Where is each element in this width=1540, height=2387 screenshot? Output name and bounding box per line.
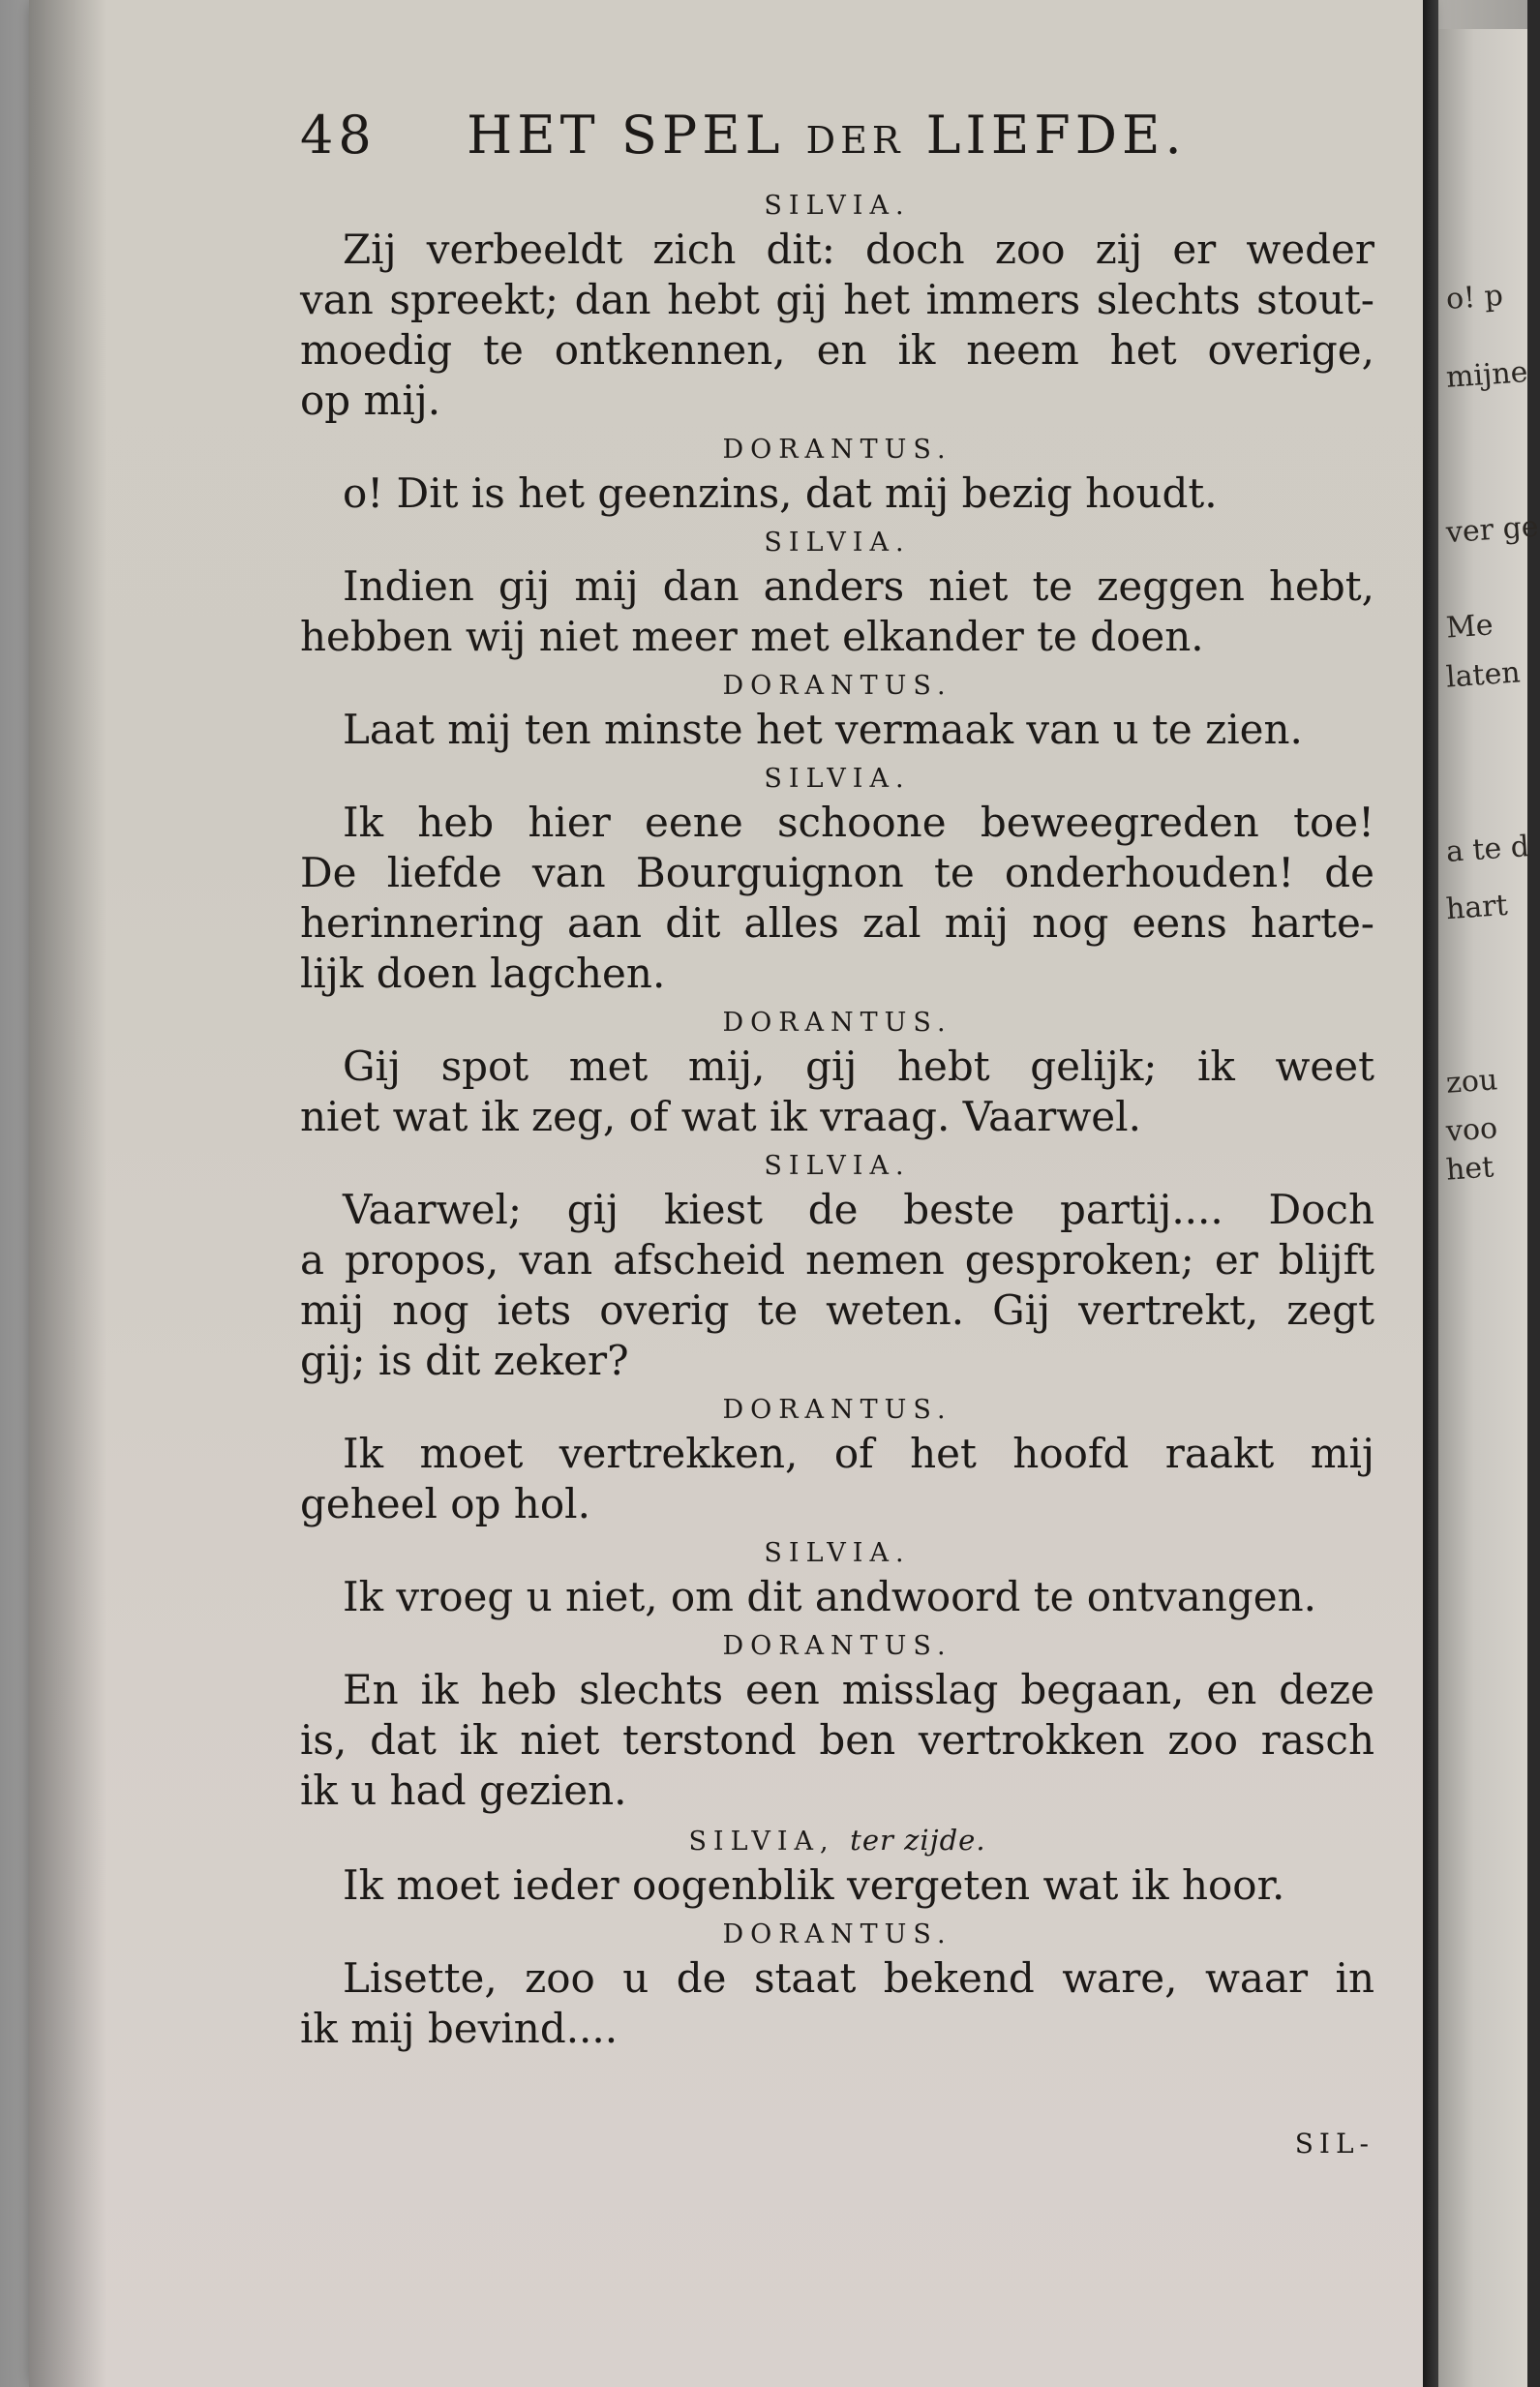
speaker-label: SILVIA. (764, 528, 911, 558)
facing-page-text: mijne (1444, 355, 1529, 395)
speaker-name (300, 1822, 1374, 1860)
text-line: lijk doen lagchen. (300, 950, 666, 997)
book-page (29, 0, 1423, 2387)
facing-page-text: laten (1444, 655, 1522, 695)
text-line: gij; is dit zeker? (300, 1337, 629, 1384)
facing-page-edge (1438, 29, 1540, 2387)
running-title-part2: LIEFDE. (925, 105, 1187, 166)
speaker-name (300, 1005, 1374, 1042)
facing-page-text: a te d (1444, 830, 1531, 869)
facing-page-text: Me (1444, 608, 1495, 646)
facing-page-text: ver ge (1444, 509, 1540, 551)
speech-block (300, 761, 1374, 999)
text-line: Vaarwel; gij kiest de beste partij.... Doch (343, 1186, 1374, 1233)
speaker-label: DORANTUS. (722, 435, 952, 465)
text-line: ik u had gezien. (300, 1767, 627, 1814)
speaker-name (300, 668, 1374, 705)
speaker-name (300, 761, 1374, 798)
text-line: op mij. (300, 377, 441, 424)
text-line: a propos, van afscheid nemen gesproken; er blijft (300, 1236, 1374, 1284)
text-line: Indien gij mij dan anders niet te zeggen hebt, (343, 562, 1374, 610)
speaker-name (300, 1917, 1374, 1953)
speech-block (300, 1628, 1374, 1816)
text-line: o! Dit is het geenzins, dat mij bezig houdt. (343, 469, 1218, 517)
text-line: is, dat ik niet terstond ben vertrokken zoo rasch (300, 1716, 1374, 1764)
book-gutter (1423, 0, 1438, 2387)
speaker-name (300, 1628, 1374, 1665)
speaker-label: DORANTUS. (722, 1008, 952, 1038)
speaker-label: SILVIA. (764, 1538, 911, 1568)
text-line: ik mij bevind.... (300, 2005, 619, 2052)
text-line: mij nog iets overig te weten. Gij vertrekt, zegt (300, 1286, 1374, 1334)
facing-page-text: het (1444, 1150, 1495, 1188)
text-line: hebben wij niet meer met elkander te doen. (300, 613, 1204, 660)
speech-block (300, 1917, 1374, 2054)
speaker-label: DORANTUS. (722, 1395, 952, 1425)
speech-block (300, 1005, 1374, 1142)
speech-block (300, 1392, 1374, 1529)
speaker-name (300, 432, 1374, 468)
text-line: van spreekt; dan hebt gij het immers slechts stout- (300, 276, 1374, 323)
running-title-small: DER (805, 119, 905, 162)
speaker-label: SILVIA, (688, 1827, 835, 1857)
speaker-label: DORANTUS. (722, 671, 952, 701)
text-line: Ik vroeg u niet, om dit andwoord te ontvangen. (343, 1573, 1316, 1620)
speech-block (300, 1822, 1374, 1911)
speech-block (300, 1148, 1374, 1386)
text-line: Zij verbeeldt zich dit: doch zoo zij er weder (343, 226, 1374, 273)
text-line: Lisette, zoo u de staat bekend ware, waar in (343, 1954, 1374, 2002)
text-line: Laat mij ten minste het vermaak van u te zien. (343, 706, 1303, 753)
speaker-label: DORANTUS. (722, 1631, 952, 1661)
speech-block (300, 525, 1374, 662)
speech-block (300, 188, 1374, 426)
speaker-name (300, 188, 1374, 225)
dialogue (300, 188, 1374, 2054)
text-line: geheel op hol. (300, 1480, 590, 1527)
speaker-name (300, 1535, 1374, 1572)
text-line: Ik moet ieder oogenblik vergeten wat ik hoor. (343, 1861, 1285, 1909)
text-line: Gij spot met mij, gij hebt gelijk; ik weet (343, 1042, 1374, 1090)
running-head (300, 105, 1374, 182)
page-content (300, 105, 1374, 2160)
facing-page-text: voo (1444, 1111, 1499, 1149)
text-line: herinnering aan dit alles zal mij nog eens harte- (300, 899, 1374, 947)
stage-direction: ter zijde. (850, 1824, 986, 1857)
speaker-name (300, 525, 1374, 561)
speaker-label: SILVIA. (764, 1151, 911, 1181)
speaker-label: SILVIA. (764, 764, 911, 794)
speech-block (300, 1535, 1374, 1622)
speaker-label: DORANTUS. (722, 1919, 952, 1949)
text-line: Ik moet vertrekken, of het hoofd raakt mij (343, 1430, 1374, 1477)
speaker-name (300, 1392, 1374, 1429)
facing-page-text: hart (1444, 888, 1509, 927)
text-line: En ik heb slechts een misslag begaan, en deze (343, 1666, 1374, 1713)
text-line: moedig te ontkennen, en ik neem het overige, (300, 326, 1374, 374)
catchword: SIL- (1294, 2128, 1374, 2160)
text-line: niet wat ik zeg, of wat ik vraag. Vaarwel. (300, 1093, 1141, 1140)
text-line: Ik heb hier eene schoone beweegreden toe! (343, 799, 1374, 846)
speaker-label: SILVIA. (764, 191, 911, 221)
facing-page-text: o! p (1444, 278, 1505, 317)
speech-block (300, 432, 1374, 519)
speaker-name (300, 1148, 1374, 1185)
text-line: De liefde van Bourguignon te onderhouden! de (300, 849, 1374, 896)
running-title-part1: HET SPEL (467, 105, 785, 166)
page-number: 48 (300, 105, 377, 166)
speech-block (300, 668, 1374, 755)
facing-page-text: zou (1444, 1063, 1499, 1101)
